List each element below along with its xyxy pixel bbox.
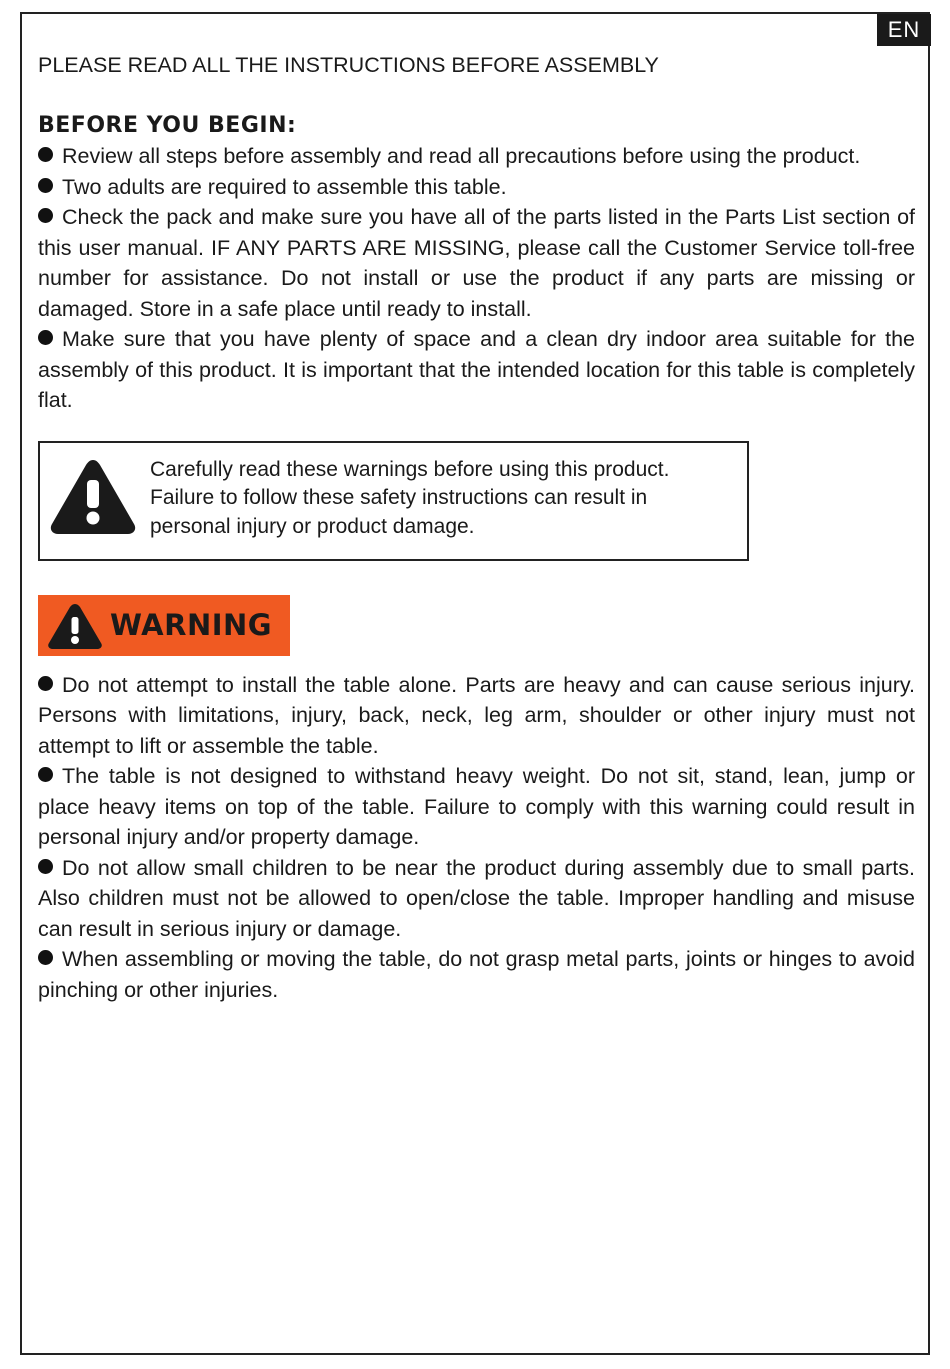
instructions-content [38, 50, 915, 1005]
notice-line: Failure to follow these safety instructions can result in [150, 486, 648, 509]
bullet-icon [38, 676, 53, 691]
list-item: Make sure that you have plenty of space and a clean dry indoor area suitable for the assembly of this product. It is important that the intended location for this table is completely flat. [38, 327, 915, 412]
list-item: The table is not designed to withstand heavy weight. Do not sit, stand, lean, jump or place heavy items on top of the table. Failure to comply with this warning could result in personal injury and/or property damage. [38, 764, 915, 849]
list-item: Check the pack and make sure you have all of the parts listed in the Parts List section of this user manual. IF ANY PARTS ARE MISSING, please call the Customer Service toll-free number for assistance. Do not install or use the product if any parts are missing or damaged. Store in a safe place until ready to install. [38, 205, 915, 321]
intro-notice: PLEASE READ ALL THE INSTRUCTIONS BEFORE ASSEMBLY [38, 53, 659, 77]
list-item: When assembling or moving the table, do not grasp metal parts, joints or hinges to avoid pinching or other injuries. [38, 947, 915, 1002]
notice-line: Carefully read these warnings before using this product. [150, 457, 670, 481]
bullet-icon [38, 208, 53, 223]
bullet-icon [38, 147, 53, 162]
bullet-icon [38, 950, 53, 965]
warning-list [38, 670, 915, 1006]
bullet-icon [38, 178, 53, 193]
bullet-icon [38, 859, 53, 874]
list-item: Two adults are required to assemble this table. [38, 172, 915, 203]
list-item: Review all steps before assembly and read all precautions before using the product. [38, 141, 915, 172]
list-item: Do not allow small children to be near the product during assembly due to small parts. Also children must not be allowed to open/close the table. Improper handling and misuse can result in serious injury or damage. [38, 855, 915, 941]
safety-notice-box [38, 441, 749, 561]
language-badge: EN [877, 14, 931, 46]
before-you-begin-heading: BEFORE YOU BEGIN: [38, 112, 297, 138]
before-you-begin-list [38, 141, 915, 416]
safety-notice-text [150, 456, 669, 542]
bullet-icon [38, 330, 53, 345]
notice-line: personal injury or product damage. [150, 514, 475, 538]
warning-label: WARNING [110, 607, 273, 642]
warning-banner [38, 595, 290, 656]
list-item: Do not attempt to install the table alone. Parts are heavy and can cause serious injury. Persons with limitations, injury, back, neck, leg arm, shoulder or other injury must not attempt to lift or assemble the table. [38, 672, 915, 758]
warning-triangle-icon [49, 456, 137, 536]
bullet-icon [38, 767, 53, 782]
warning-triangle-icon [47, 602, 103, 650]
